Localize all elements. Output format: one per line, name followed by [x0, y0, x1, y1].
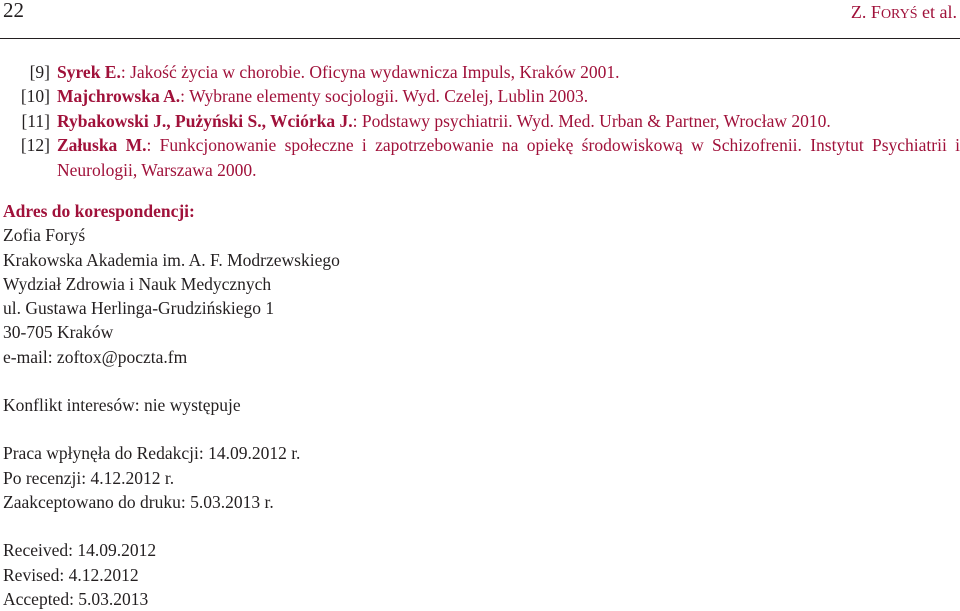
date-line: Praca wpłynęła do Redakcji: 14.09.2012 r. [3, 443, 301, 464]
date-line: Zaakceptowano do druku: 5.03.2013 r. [3, 491, 274, 512]
header-rule [0, 38, 960, 39]
reference-item [0, 84, 960, 108]
reference-text: : Funkcjonowanie społeczne i zapotrzebowanie na opiekę środowiskową w Schizofrenii. Instytut Psychiatrii i Neurologii, Warszawa 2000. [57, 135, 960, 180]
date-line: Po recenzji: 4.12.2012 r. [3, 467, 175, 488]
reference-item [0, 109, 960, 133]
correspondence-block [3, 199, 340, 611]
address-line: 30-705 Kraków [3, 322, 114, 343]
address-line: Wydział Zdrowia i Nauk Medycznych [3, 273, 272, 294]
page-number: 22 [3, 0, 24, 22]
reference-item [0, 133, 960, 182]
address-line: Krakowska Akademia im. A. F. Modrzewskiego [3, 249, 340, 270]
reference-text: : Podstawy psychiatrii. Wyd. Med. Urban & Partner, Wrocław 2010. [352, 110, 831, 131]
reference-text: : Jakość życia w chorobie. Oficyna wydawnicza Impuls, Kraków 2001. [120, 62, 620, 82]
date-line: Revised: 4.12.2012 [3, 564, 139, 585]
reference-item [0, 60, 960, 84]
reference-text: : Wybrane elementy socjologii. Wyd. Czelej, Lublin 2003. [180, 86, 589, 107]
conflict-statement: Konflikt interesów: nie występuje [3, 395, 241, 416]
address-line: Zofia Foryś [3, 225, 86, 246]
date-line: Accepted: 5.03.2013 [3, 588, 149, 609]
reference-number: [12] [20, 135, 50, 156]
date-line: Received: 14.09.2012 [3, 540, 157, 561]
reference-number: [10] [20, 86, 50, 107]
reference-number: [9] [29, 62, 50, 82]
reference-author: Syrek E. [57, 62, 121, 82]
reference-author: Załuska M. [57, 135, 147, 156]
address-line: ul. Gustawa Herlinga-Grudzińskiego 1 [3, 298, 275, 319]
correspondence-heading: Adres do korespondencji: [3, 201, 195, 221]
email-line: e-mail: zoftox@poczta.fm [3, 346, 188, 367]
reference-author: Majchrowska A. [57, 86, 181, 107]
running-head: Z. FORYŚ et al. [850, 2, 957, 22]
reference-number: [11] [21, 110, 50, 131]
reference-list [0, 60, 960, 182]
reference-author: Rybakowski J., Pużyński S., Wciórka J. [57, 110, 353, 131]
page-header [0, 0, 960, 40]
